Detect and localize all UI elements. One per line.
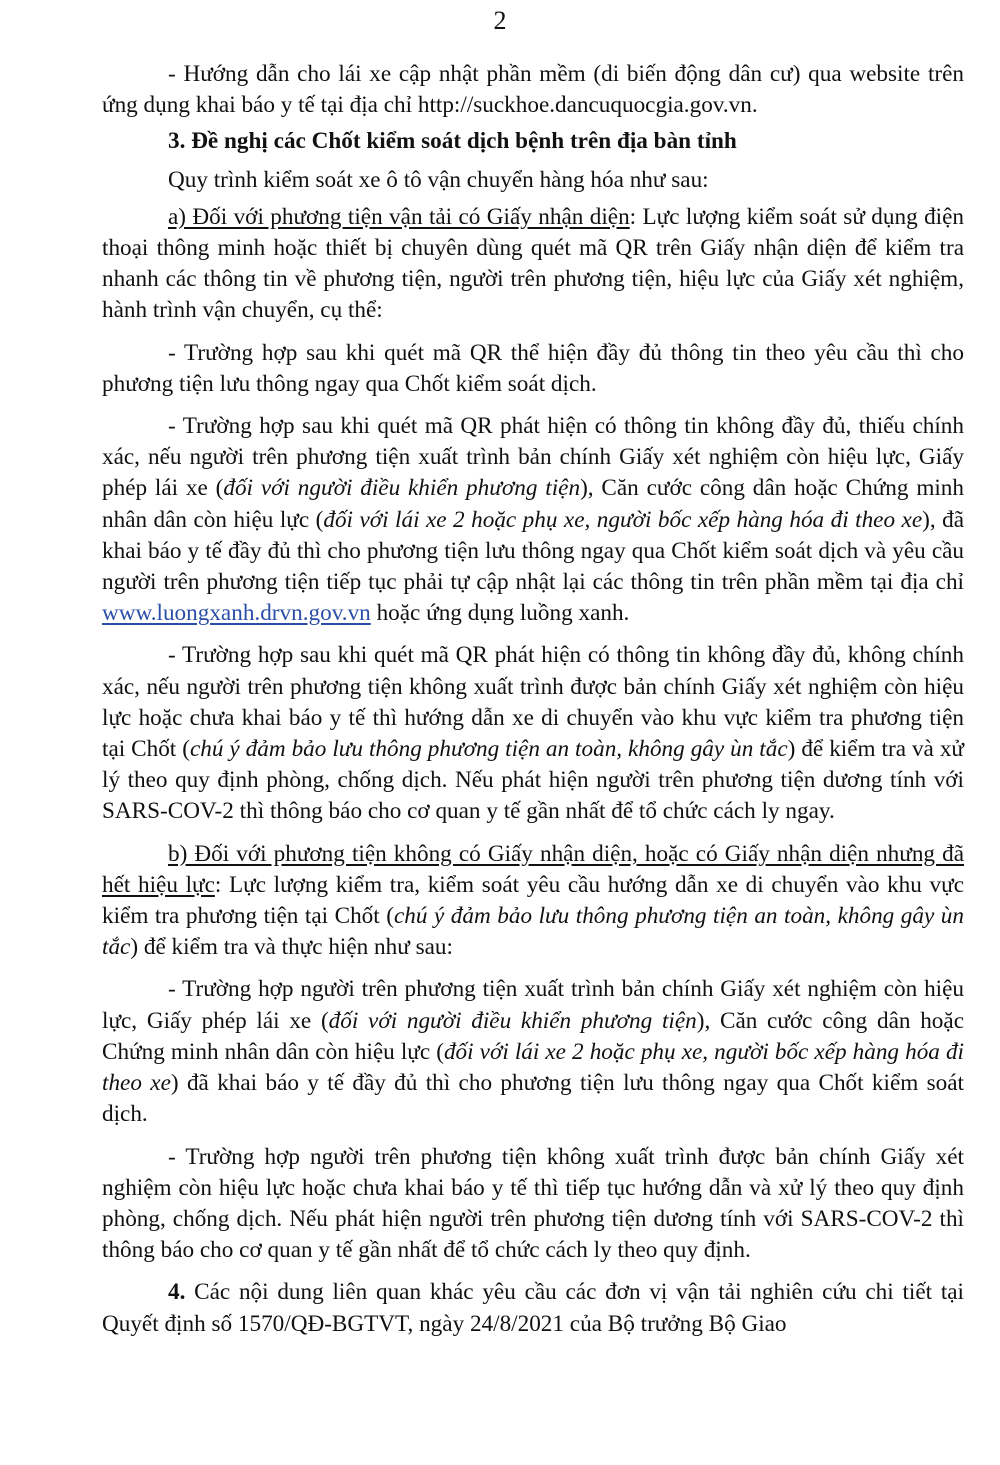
- case-b-text-2: ) để kiểm tra và thực hiện như sau:: [130, 934, 453, 961]
- case-a2-italic-1: đối với người điều khiển phương tiện: [223, 475, 581, 502]
- paragraph-case-b1: [102, 974, 964, 1130]
- paragraph-case-a: [102, 202, 964, 327]
- paragraph-case-b: [102, 839, 964, 964]
- paragraph-procedure-intro: Quy trình kiểm soát xe ô tô vận chuyển hàng hóa như sau:: [168, 166, 709, 193]
- case-b-label: b) Đối với phương tiện không có Giấy nhận diện, hoặc có Giấy nhận diện nhưng đã hết hiệu lực: [102, 840, 964, 898]
- case-b1-italic-1: đối với người điều khiển phương tiện: [328, 1007, 697, 1034]
- luongxanh-link[interactable]: www.luongxanh.drvn.gov.vn: [102, 600, 371, 627]
- case-a3-text-2: ) để kiểm tra và xử lý theo quy định phòng, chống dịch. Nếu phát hiện người trên phương tiện dương tính với SARS-COV-2 thì thông báo cho cơ quan y tế gần nhất để tổ chức cách ly ngay.: [102, 736, 964, 825]
- paragraph-case-a1: - Trường hợp sau khi quét mã QR thể hiện đầy đủ thông tin theo yêu cầu thì cho phương tiện lưu thông ngay qua Chốt kiểm soát dịch.: [102, 339, 964, 397]
- case-a2-text-1: - Trường hợp sau khi quét mã QR phát hiện có thông tin không đầy đủ, thiếu chính xác, nếu người trên phương tiện xuất trình bản chính Giấy xét nghiệm còn hiệu lực, Giấy phép lái xe (: [102, 413, 964, 502]
- paragraph-case-b2: - Trường hợp người trên phương tiện không xuất trình được bản chính Giấy xét nghiệm còn hiệu lực hoặc chưa khai báo y tế thì tiếp tục hướng dẫn và xử lý theo quy định phòng, chống dịch. Nếu phát hiện người trên phương tiện dương tính với SARS-COV-2 thì thông báo cho cơ quan y tế gần nhất để tổ chức cách ly theo quy định.: [102, 1143, 964, 1264]
- case-b1-italic-2: đối với lái xe 2 hoặc phụ xe, người bốc xếp hàng hóa đi theo xe: [102, 1038, 964, 1097]
- case-b1-text-3: ) đã khai báo y tế đầy đủ thì cho phương tiện lưu thông ngay qua Chốt kiểm soát dịch.: [102, 1070, 965, 1128]
- paragraph-case-a2: [102, 411, 964, 629]
- case-b1-text-1: - Trường hợp người trên phương tiện xuất trình bản chính Giấy xét nghiệm còn hiệu lực, Giấy phép lái xe (: [102, 976, 964, 1034]
- document-body: [102, 59, 964, 1351]
- case-b-italic-1: chú ý đảm bảo lưu thông phương tiện an toàn, không gây ùn tắc: [102, 903, 964, 961]
- case-a3-text-1: - Trường hợp sau khi quét mã QR phát hiện có thông tin không đầy đủ, không chính xác, nếu người trên phương tiện không xuất trình được bản chính Giấy xét nghiệm còn hiệu lực hoặc chưa khai báo y tế thì hướng dẫn xe di chuyển vào khu vực kiểm tra phương tiện tại Chốt (: [102, 642, 964, 763]
- case-a-text: : Lực lượng kiểm soát sử dụng điện thoại thông minh hoặc thiết bị chuyên dùng quét mã QR trên Giấy nhận diện để kiểm tra nhanh các thông tin về phương tiện, người trên phương tiện, hiệu lực của Giấy xét nghiệm, hành trình vận chuyển, cụ thể:: [102, 203, 964, 324]
- case-a2-text-4: hoặc ứng dụng luồng xanh.: [370, 600, 630, 627]
- section-4-number: 4.: [168, 1279, 186, 1306]
- case-a3-italic-1: chú ý đảm bảo lưu thông phương tiện an toàn, không gây ùn tắc: [189, 736, 788, 763]
- page-number: 2: [493, 6, 507, 35]
- case-b1-text-2: ), Căn cước công dân hoặc Chứng minh nhân dân còn hiệu lực (: [102, 1007, 964, 1065]
- case-a2-text-2: ), Căn cước công dân hoặc Chứng minh nhân dân còn hiệu lực (: [102, 475, 964, 533]
- case-a2-text-3: ), đã khai báo y tế đầy đủ thì cho phương tiện lưu thông ngay qua Chốt kiểm soát dịch và yêu cầu người trên phương tiện tiếp tục phải tự cập nhật lại các thông tin trên phần mềm tại địa chỉ: [102, 506, 965, 596]
- case-a-label: a) Đối với phương tiện vận tải có Giấy nhận diện: [168, 203, 630, 230]
- section-4-text: Các nội dung liên quan khác yêu cầu các đơn vị vận tải nghiên cứu chi tiết tại Quyết định số 1570/QĐ-BGTVT, ngày 24/8/2021 của Bộ trưởng Bộ Giao: [102, 1279, 964, 1337]
- paragraph-case-a3: [102, 640, 964, 827]
- section-heading-3: 3. Đề nghị các Chốt kiểm soát dịch bệnh trên địa bàn tỉnh: [168, 128, 737, 155]
- case-b-text-1: : Lực lượng kiểm tra, kiểm soát yêu cầu hướng dẫn xe di chuyển vào khu vực kiểm tra phương tiện tại Chốt (: [102, 871, 964, 930]
- paragraph-section-4: [102, 1277, 964, 1339]
- paragraph-update-software: - Hướng dẫn cho lái xe cập nhật phần mềm (di biến động dân cư) qua website trên ứng dụng khai báo y tế tại địa chỉ http://suckhoe.dancuquocgia.gov.vn.: [102, 61, 964, 119]
- case-a2-italic-2: đối với lái xe 2 hoặc phụ xe, người bốc xếp hàng hóa đi theo xe: [323, 506, 923, 533]
